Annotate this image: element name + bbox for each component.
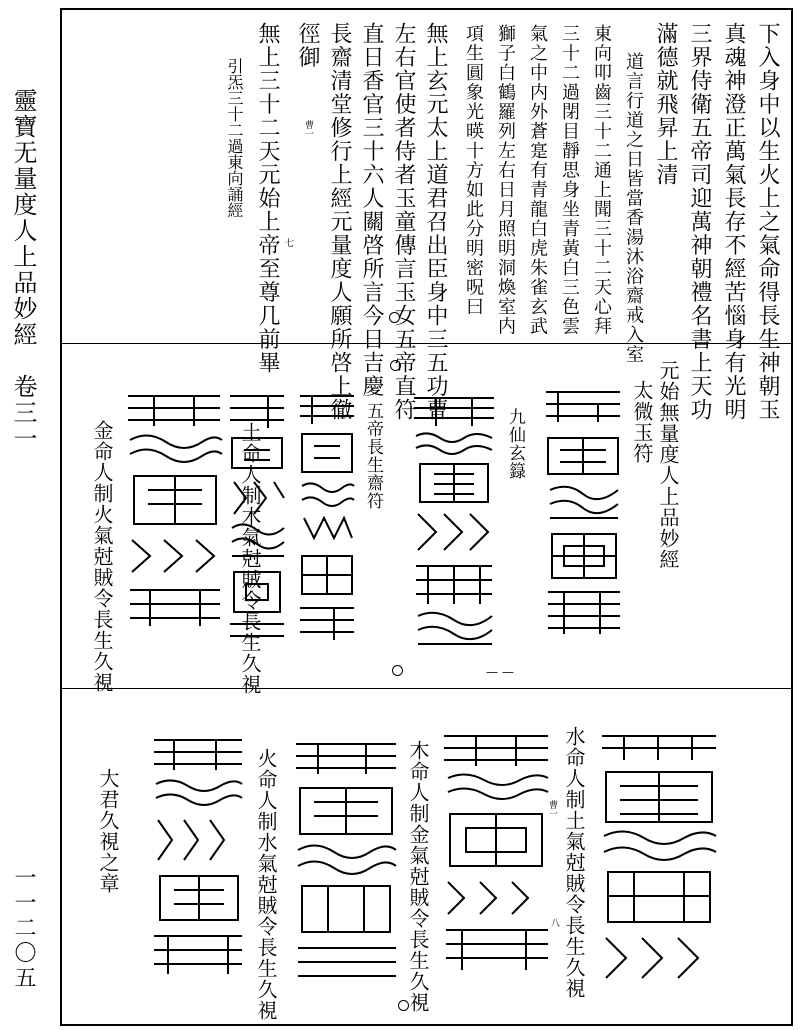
fire-fate-talisman: [288, 734, 404, 994]
circle-mark: [389, 312, 400, 323]
text-column: 左右官使者侍者玉童傳言玉女五帝直符: [391, 22, 416, 422]
text-column: 長齋清堂修行上經元量度人願所啓上徹: [327, 22, 352, 422]
circle-mark: [392, 665, 403, 676]
text-column: 滿德就飛昇上清: [653, 22, 678, 187]
talisman-label: 太微玉符: [630, 380, 654, 464]
text-column: 下入身中以生火上之氣命得長生神朝玉: [755, 22, 780, 422]
section-divider: [62, 688, 791, 689]
page-note: 八: [549, 918, 559, 927]
dajun-jiushi-seal: [146, 730, 250, 982]
text-column: 三十二過閉目靜思身坐青黃白三色雲: [559, 24, 580, 336]
wood-fate-talisman: [436, 726, 556, 986]
jiuxian-xuanlu-talisman: [406, 390, 502, 660]
text-column: 東向叩齒三十二通上聞三十二天心拜: [591, 24, 612, 336]
text-column: 項生圓象光暎十方如此分明密呪曰: [463, 24, 484, 317]
margin-page-number: 一一二〇五: [11, 866, 36, 991]
talisman-caption: 火命人制水氣尅賊令長生久視: [254, 748, 278, 1021]
text-column: 引炁三十二過東向誦經: [225, 58, 244, 218]
talisman-label: 九仙玄籙: [505, 408, 525, 480]
text-column: 直日香官三十六人關啓所言今日吉慶: [359, 22, 384, 398]
text-column: 徑御: [295, 22, 320, 69]
wudi-changsheng-talisman-a: [294, 388, 360, 648]
talisman-caption: 金命人制火氣尅賊令長生久視: [90, 420, 114, 693]
text-column: 三界侍衛五帝司迎萬神朝禮名書上天功: [687, 22, 712, 422]
page-frame: [60, 8, 793, 1026]
taiwei-yu-talisman: [538, 382, 630, 640]
text-column: 無上玄元太上道君召出臣身中三五功曹: [423, 22, 448, 422]
dash-mark: — —: [486, 665, 514, 679]
text-column: 獅子白鶴羅列左右日月照明洞煥室内: [495, 24, 516, 336]
page-note: 曹一: [547, 800, 557, 818]
section-divider: [62, 343, 791, 344]
margin-book-title: 靈寶无量度人上品妙經 卷三一: [9, 88, 37, 452]
water-fate-talisman: [594, 728, 724, 998]
text-column: 氣之中内外蒼寔有青龍白虎朱雀玄武: [527, 24, 548, 336]
page-note: 曹一: [303, 120, 313, 138]
talisman-caption: 土命人制木氣尅賊令長生久視: [238, 422, 262, 695]
seal-caption: 大君久視之章: [96, 768, 120, 894]
text-column: 道言行道之日皆當香湯沐浴齋戒入室: [623, 52, 644, 364]
scripture-title: 元始無量度人上品妙經: [656, 360, 680, 570]
text-column: 真魂神澄正萬氣長存不經苦惱身有光明: [721, 22, 746, 422]
circle-mark: [390, 360, 401, 371]
text-column: 無上三十二天元始上帝至尊几前畢: [255, 22, 280, 375]
talisman-caption: 水命人制土氣尅賊令長生久視: [562, 726, 586, 999]
circle-mark: [398, 1000, 409, 1011]
talisman-label: 五帝長生齋符: [363, 402, 383, 510]
talisman-caption: 木命人制金氣尅賊令長生久視: [406, 740, 430, 1013]
metal-fate-talisman: [120, 386, 230, 634]
page-note: 七: [283, 238, 293, 247]
